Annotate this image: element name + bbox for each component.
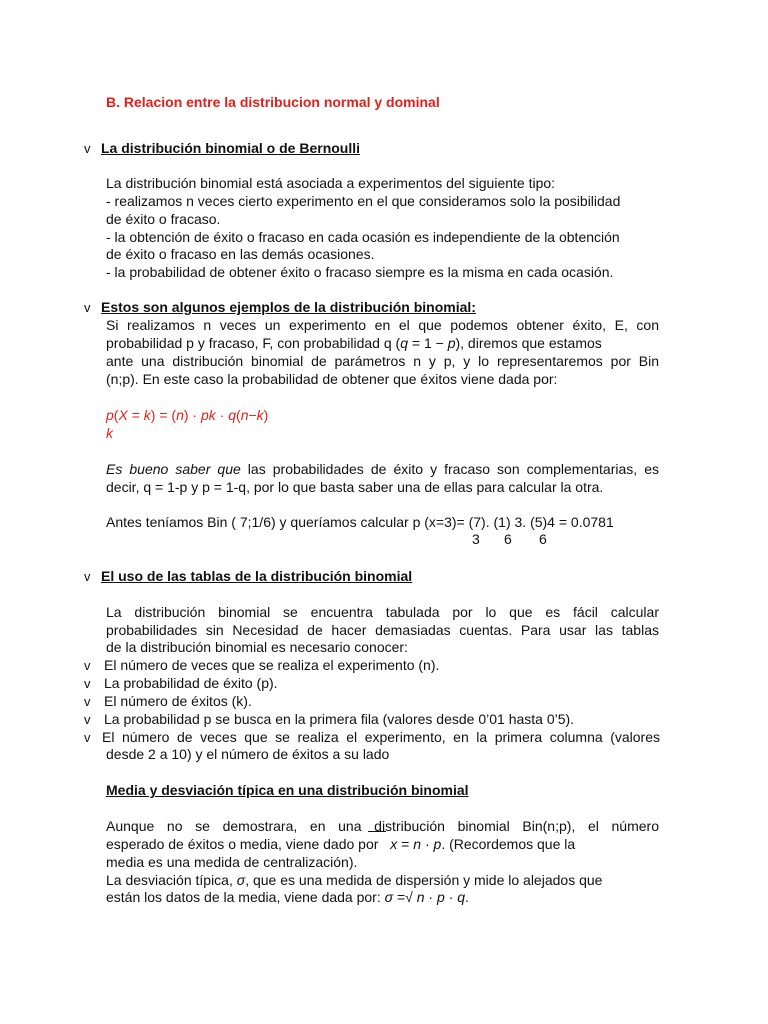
bullet-marker: v xyxy=(84,300,91,315)
section-heading-examples: Estos son algunos ejemplos de la distribución binomial: xyxy=(101,299,476,315)
section-heading-binomial: La distribución binomial o de Bernoulli xyxy=(101,140,361,156)
bullet-marker: v xyxy=(84,658,91,673)
paragraph-line: de éxito o fracaso en las demás ocasiones. xyxy=(106,246,375,262)
paragraph-line: La desviación típica, σ, que es una medida de dispersión y mide lo alejados que xyxy=(106,872,603,888)
paragraph-line: están los datos de la media, viene dada por: σ =√ n · p · q. xyxy=(106,889,469,905)
bullet-marker: v xyxy=(84,676,91,691)
example-denominator: 3 xyxy=(472,531,480,547)
paragraph-line: de la distribución binomial es necesario conocer: xyxy=(106,639,408,655)
paragraph-line: esperado de éxitos o media, viene dado por x = n · p. (Recordemos que la xyxy=(106,836,661,853)
binomial-formula: p(X = k) = (n) · pk · q(n−k) xyxy=(106,407,269,423)
paragraph-line: Es bueno saber que las probabilidades de éxito y fracaso son complementarias, es xyxy=(106,461,659,477)
list-item: La probabilidad p se busca en la primera fila (valores desde 0’01 hasta 0’5). xyxy=(104,711,575,727)
example-calculation: Antes teníamos Bin ( 7;1/6) y queríamos calcular p (x=3)= (7). (1) 3. (5)4 = 0.0781 xyxy=(106,514,614,530)
bullet-marker: v xyxy=(84,141,91,156)
paragraph-line: ante una distribución binomial de parámetros n y p, y lo representaremos por Bin xyxy=(106,353,659,369)
list-item: El número de veces que se realiza el experimento, en la primera columna (valores xyxy=(102,729,660,745)
bullet-marker: v xyxy=(84,569,91,584)
bullet-marker: v xyxy=(84,712,91,727)
paragraph-line: media es una medida de centralización). xyxy=(106,854,358,870)
list-item: El número de éxitos (k). xyxy=(104,693,252,709)
paragraph-line: probabilidades sin Necesidad de hacer demasiadas cuentas. Para usar las tablas xyxy=(106,622,659,638)
paragraph-line: - la obtención de éxito o fracaso en cada ocasión es independiente de la obtención xyxy=(106,229,620,245)
paragraph-line: probabilidad p y fracaso, F, con probabilidad q (q = 1 − p), diremos que estamos xyxy=(106,335,602,351)
example-denominator: 6 xyxy=(539,531,547,547)
paragraph-line: Si realizamos n veces un experimento en el que podemos obtener éxito, E, con xyxy=(106,317,659,333)
paragraph-line: de éxito o fracaso. xyxy=(106,211,221,227)
paragraph-line: (n;p). En este caso la probabilidad de obtener que éxitos viene dada por: xyxy=(106,371,558,387)
paragraph-line: Aunque no se demostrara, en una distribución binomial Bin(n;p), el número xyxy=(106,818,659,834)
paragraph-line: - realizamos n veces cierto experimento en el que consideramos solo la posibilidad xyxy=(106,193,621,209)
list-item: La probabilidad de éxito (p). xyxy=(104,675,278,691)
list-item-continued: desde 2 a 10) y el número de éxitos a su lado xyxy=(106,746,390,762)
page-title: B. Relacion entre la distribucion normal y dominal xyxy=(106,94,440,110)
list-item: El número de veces que se realiza el experimento (n). xyxy=(104,657,440,673)
section-heading-mean-deviation: Media y desviación típica en una distribución binomial xyxy=(106,782,469,798)
paragraph-line: decir, q = 1-p y p = 1-q, por lo que basta saber una de ellas para calcular la otra. xyxy=(106,479,604,495)
binomial-formula-k: k xyxy=(106,425,113,441)
example-denominator: 6 xyxy=(504,531,512,547)
bullet-marker: v xyxy=(84,694,91,709)
bullet-marker: v xyxy=(84,730,91,745)
paragraph-line: - la probabilidad de obtener éxito o fracaso siempre es la misma en cada ocasión. xyxy=(106,264,614,280)
paragraph-line: La distribución binomial se encuentra tabulada por lo que es fácil calcular xyxy=(106,604,659,620)
paragraph-line: La distribución binomial está asociada a experimentos del siguiente tipo: xyxy=(106,175,556,191)
section-heading-tables: El uso de las tablas de la distribución binomial xyxy=(101,568,413,584)
